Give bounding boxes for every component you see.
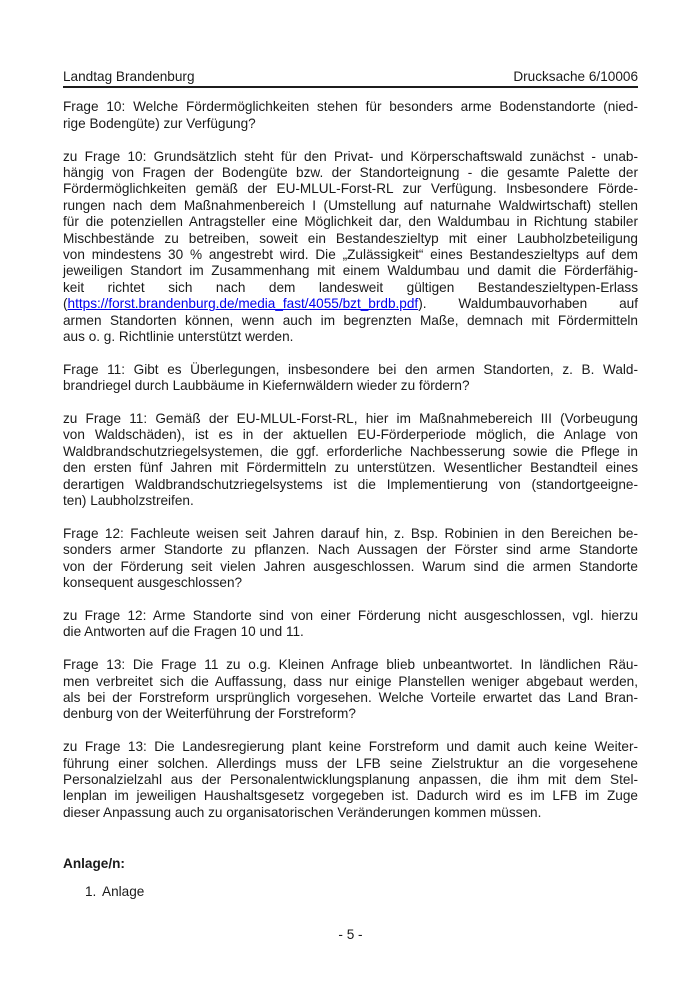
page-number: - 5 - xyxy=(338,926,363,942)
attachments-list xyxy=(63,884,638,900)
text-segment: ). Waldumbauvorhaben auf xyxy=(418,296,638,312)
text-line: Frage 11: Gibt es Überlegungen, insbesondere bei den armen Standorten, z. B. Wald- xyxy=(63,361,638,377)
paragraph-frage-13 xyxy=(63,657,638,723)
bestandeszieltypen-erlass-link[interactable]: https://forst.brandenburg.de/media_fast/4055/bzt_brdb.pdf xyxy=(67,296,419,312)
text-line: zu Frage 12: Arme Standorte sind von einer Förderung nicht ausgeschlossen, vgl. hierzu xyxy=(63,607,638,623)
text-line: Frage 10: Welche Fördermöglichkeiten stehen für besonders arme Bodenstandorte (nied- xyxy=(63,99,638,115)
text-line: Fördermöglichkeiten gemäß der EU-MLUL-Forst-RL zur Verfügung. Insbesondere Förde- xyxy=(63,181,638,197)
header-left-label: Landtag Brandenburg xyxy=(63,69,195,84)
text-line: rungen nach dem Maßnahmenbereich I (Umstellung auf naturnahe Waldwirtschaft) stellen xyxy=(63,197,638,213)
attachment-list-item xyxy=(63,884,638,900)
text-line: Mischbestände zu betreiben, soweit ein Bestandeszieltyp mit einer Laubholzbeteiligung xyxy=(63,230,638,246)
text-line: zu Frage 11: Gemäß der EU-MLUL-Forst-RL, hier im Maßnahmebereich III (Vorbeugung xyxy=(63,411,638,427)
paragraph-frage-12 xyxy=(63,526,638,592)
page-header xyxy=(63,69,638,88)
text-line: zu Frage 13: Die Landesregierung plant keine Forstreform und damit auch keine Weiter- xyxy=(63,739,638,755)
paragraph-zu-frage-11 xyxy=(63,411,638,509)
text-line: sonders armer Standorte zu pflanzen. Nach Aussagen der Förster sind arme Standorte xyxy=(63,542,638,558)
text-line: von der Förderung seit vielen Jahren ausgeschlossen. Warum sind die armen Standorte xyxy=(63,558,638,574)
text-line: armen Standorten können, wenn auch im begrenzten Maße, demnach mit Fördermitteln xyxy=(63,312,638,328)
text-line: für die potenziellen Antragsteller eine Möglichkeit dar, den Waldumbau in Richtung stabiler xyxy=(63,214,638,230)
text-line: den ersten fünf Jahren mit Fördermitteln zu unterstützen. Wesentlicher Bestandteil eines xyxy=(63,460,638,476)
text-line: konsequent ausgeschlossen? xyxy=(63,575,243,591)
text-line: lenplan im jeweiligen Haushaltsgesetz vorgegeben ist. Dadurch wird es im LFB im Zuge xyxy=(63,788,638,804)
paragraph-zu-frage-13 xyxy=(63,739,638,821)
header-right-label: Drucksache 6/10006 xyxy=(513,69,638,84)
paragraph-frage-11 xyxy=(63,362,638,395)
text-line: derartigen Waldbrandschutzriegelsystems ist die Implementierung von (standortgeeigne- xyxy=(63,476,638,492)
document-body xyxy=(63,99,638,821)
page-footer xyxy=(63,927,638,943)
paragraph-zu-frage-10 xyxy=(63,149,638,346)
attachment-item-label: Anlage xyxy=(102,883,145,899)
text-line: ten) Laubholzstreifen. xyxy=(63,493,194,509)
text-line: rige Bodengüte) zur Verfügung? xyxy=(63,115,256,131)
text-line: men verbreitet sich die Auffassung, dass nur einige Planstellen weniger abgebaut werden, xyxy=(63,673,638,689)
text-line: hängig von Fragen der Bodengüte bzw. der Standorteignung - die gesamte Palette der xyxy=(63,165,638,181)
text-line: von Waldschäden), ist es in der aktuellen EU-Förderperiode möglich, die Anlage von xyxy=(63,427,638,443)
text-line: zu Frage 10: Grundsätzlich steht für den Privat- und Körperschaftswald zunächst - unab- xyxy=(63,148,638,164)
paragraph-zu-frage-12 xyxy=(63,608,638,641)
text-line: brandriegel durch Laubbäume in Kiefernwäldern wieder zu fördern? xyxy=(63,378,470,394)
text-line: die Antworten auf die Fragen 10 und 11. xyxy=(63,624,304,640)
text-line: Waldbrandschutzriegelsystemen, die ggf. erforderliche Nachbesserung sowie die Pflege in xyxy=(63,443,638,459)
text-line: führung einer solchen. Allerdings muss der LFB seine Zielstruktur an die vorgesehene xyxy=(63,755,638,771)
paragraph-frage-10 xyxy=(63,99,638,132)
text-line: von mindestens 30 % angestrebt wird. Die „Zulässigkeit“ eines Bestandeszieltyps auf dem xyxy=(63,247,638,263)
text-line: Frage 13: Die Frage 11 zu o.g. Kleinen Anfrage blieb unbeantwortet. In ländlichen Räu- xyxy=(63,657,638,673)
attachments-heading: Anlage/n: xyxy=(63,856,125,872)
attachments-section xyxy=(63,856,638,900)
text-line: jeweiligen Standort im Zusammenhang mit einem Waldumbau und damit die Förderfähig- xyxy=(63,263,638,279)
text-line: als bei der Forstreform ursprünglich vorgesehen. Welche Vorteile erwartet das Land Bran- xyxy=(63,689,638,705)
text-line: Frage 12: Fachleute weisen seit Jahren darauf hin, z. Bsp. Robinien in den Bereichen be- xyxy=(63,525,638,541)
text-line: aus o. g. Richtlinie unterstützt werden. xyxy=(63,329,294,345)
text-segment: ( xyxy=(63,296,68,312)
text-line: keit richtet sich nach dem landesweit gültigen Bestandeszieltypen-Erlass xyxy=(63,279,638,295)
text-line: Personalzielzahl aus der Personalentwicklungsplanung anpassen, die ihm mit dem Stel- xyxy=(63,771,638,787)
text-line xyxy=(63,296,638,312)
attachment-item-number: 1. xyxy=(85,883,97,899)
text-line: dieser Anpassung auch zu organisatorischen Veränderungen kommen müssen. xyxy=(63,804,542,820)
text-line: denburg von der Weiterführung der Forstreform? xyxy=(63,706,356,722)
